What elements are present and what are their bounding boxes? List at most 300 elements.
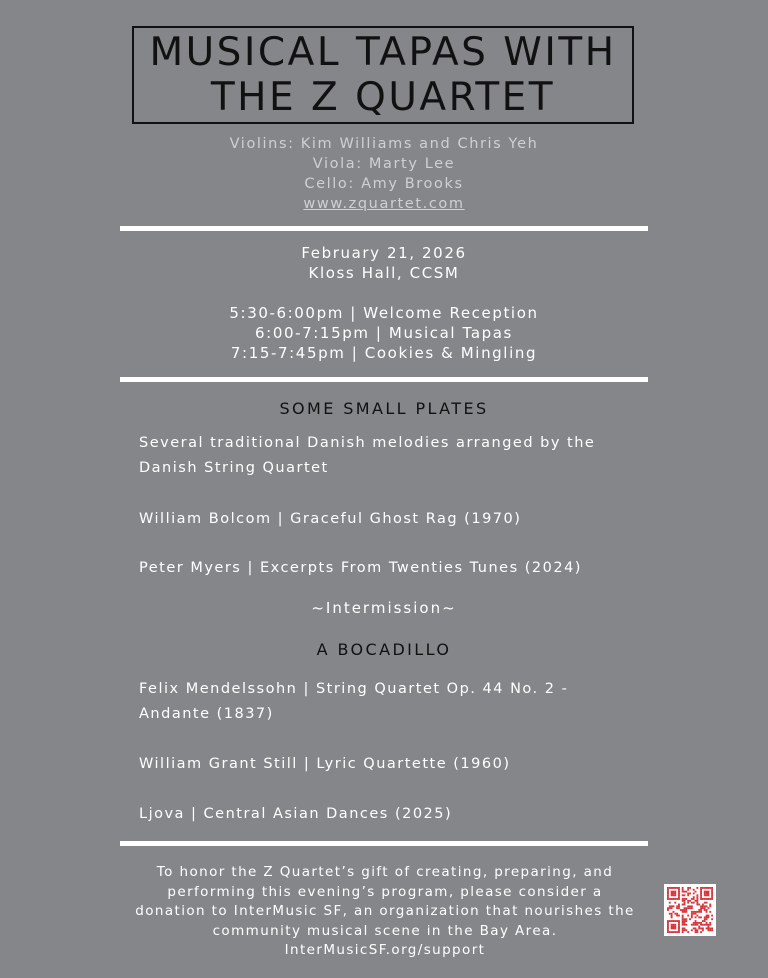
qr-module	[711, 898, 713, 900]
qr-module	[706, 924, 708, 926]
qr-module	[674, 902, 676, 904]
qr-module	[702, 905, 704, 907]
qr-module	[706, 905, 708, 907]
qr-module	[673, 891, 675, 893]
qr-module	[706, 887, 708, 889]
program-piece: William Grant Still | Lyric Quartette (1960)	[139, 756, 511, 772]
qr-module	[678, 891, 680, 893]
qr-module	[673, 920, 675, 922]
qr-module	[695, 927, 697, 929]
qr-module	[674, 893, 676, 895]
qr-module	[704, 891, 706, 893]
qr-module	[687, 931, 689, 933]
qr-module	[684, 894, 686, 896]
qr-module	[671, 926, 673, 928]
qr-module	[696, 931, 698, 933]
qr-module	[678, 887, 680, 889]
qr-module	[693, 927, 695, 929]
qr-module	[678, 920, 680, 922]
violins-credit: Violins: Kim Williams and Chris Yeh	[229, 136, 539, 152]
qr-module	[704, 887, 706, 889]
qr-module	[702, 927, 704, 929]
qr-module	[696, 902, 698, 904]
schedule-item: 6:00-7:15pm | Musical Tapas	[255, 324, 513, 342]
qr-module	[678, 926, 680, 928]
qr-module	[700, 922, 702, 924]
qr-module	[696, 922, 698, 924]
qr-module	[693, 898, 695, 900]
qr-module	[669, 931, 671, 933]
qr-module	[707, 916, 709, 918]
qr-module	[684, 918, 686, 920]
qr-module	[700, 889, 702, 891]
qr-module	[704, 893, 706, 895]
qr-module	[674, 931, 676, 933]
qr-module	[700, 927, 702, 929]
qr-module	[689, 893, 691, 895]
qr-module	[707, 891, 709, 893]
qr-module	[700, 911, 702, 913]
qr-module	[678, 905, 680, 907]
qr-module	[687, 889, 689, 891]
qr-module	[682, 931, 684, 933]
qr-module	[676, 920, 678, 922]
program-piece: William Bolcom | Graceful Ghost Rag (1970)	[139, 511, 522, 527]
qr-module	[696, 924, 698, 926]
website-link[interactable]: www.zquartet.com	[303, 196, 465, 212]
qr-module	[700, 907, 702, 909]
cello-credit: Cello: Amy Brooks	[304, 176, 464, 192]
qr-module	[667, 927, 669, 929]
qr-module	[687, 902, 689, 904]
qr-module	[693, 924, 695, 926]
qr-module	[700, 898, 702, 900]
qr-module	[674, 924, 676, 926]
qr-module	[667, 922, 669, 924]
qr-module	[700, 891, 702, 893]
qr-module	[667, 929, 669, 931]
qr-module	[678, 898, 680, 900]
qr-module	[678, 915, 680, 917]
qr-module	[704, 902, 706, 904]
qr-module	[689, 918, 691, 920]
qr-module	[682, 922, 684, 924]
qr-module	[673, 924, 675, 926]
qr-module	[682, 891, 684, 893]
qr-module	[698, 916, 700, 918]
qr-module	[700, 931, 702, 933]
qr-module	[682, 894, 684, 896]
qr-module	[696, 929, 698, 931]
qr-module	[684, 907, 686, 909]
viola-credit: Viola: Marty Lee	[312, 156, 456, 172]
qr-module	[695, 924, 697, 926]
qr-module	[676, 931, 678, 933]
event-info	[0, 243, 768, 283]
qr-module	[695, 929, 697, 931]
qr-module	[698, 911, 700, 913]
qr-module	[685, 911, 687, 913]
qr-code-graphic	[667, 887, 713, 933]
qr-module	[684, 900, 686, 902]
qr-module	[709, 911, 711, 913]
qr-module	[696, 900, 698, 902]
qr-module	[682, 924, 684, 926]
qr-module	[709, 905, 711, 907]
qr-module	[684, 924, 686, 926]
qr-module	[696, 911, 698, 913]
qr-module	[700, 894, 702, 896]
qr-module	[709, 904, 711, 906]
qr-module	[702, 887, 704, 889]
qr-module	[706, 915, 708, 917]
qr-module	[674, 926, 676, 928]
qr-module	[682, 927, 684, 929]
qr-module	[691, 929, 693, 931]
qr-module	[711, 929, 713, 931]
qr-module	[674, 913, 676, 915]
qr-module	[678, 924, 680, 926]
section-heading-bocadillo: A BOCADILLO	[316, 640, 452, 659]
qr-module	[678, 889, 680, 891]
qr-module	[684, 920, 686, 922]
qr-module	[691, 915, 693, 917]
qr-module	[691, 913, 693, 915]
qr-module	[695, 900, 697, 902]
qr-module	[696, 896, 698, 898]
qr-module	[704, 924, 706, 926]
qr-module	[682, 918, 684, 920]
qr-module	[707, 907, 709, 909]
qr-module	[673, 926, 675, 928]
qr-module	[674, 927, 676, 929]
qr-module	[678, 896, 680, 898]
qr-module	[671, 916, 673, 918]
qr-module	[667, 920, 669, 922]
qr-module	[711, 896, 713, 898]
qr-module	[707, 915, 709, 917]
qr-module	[674, 898, 676, 900]
qr-module	[695, 931, 697, 933]
title-line-1: MUSICAL TAPAS WITH	[149, 30, 617, 75]
qr-module	[684, 909, 686, 911]
qr-module	[689, 887, 691, 889]
qr-module	[669, 905, 671, 907]
qr-module	[671, 894, 673, 896]
title-line-2: THE Z QUARTET	[210, 75, 556, 120]
qr-module	[678, 904, 680, 906]
donation-appeal	[130, 863, 640, 961]
qr-module	[676, 915, 678, 917]
divider-3	[120, 841, 648, 846]
qr-module	[707, 898, 709, 900]
qr-module	[706, 918, 708, 920]
qr-module	[707, 893, 709, 895]
qr-module	[674, 887, 676, 889]
qr-module	[671, 905, 673, 907]
qr-module	[711, 894, 713, 896]
qr-module	[667, 889, 669, 891]
qr-module	[707, 924, 709, 926]
qr-module	[673, 927, 675, 929]
qr-module	[682, 920, 684, 922]
qr-module	[671, 931, 673, 933]
qr-module	[702, 898, 704, 900]
qr-module	[682, 916, 684, 918]
qr-module	[676, 907, 678, 909]
qr-module	[674, 891, 676, 893]
qr-module	[700, 905, 702, 907]
qr-module	[682, 889, 684, 891]
qr-module	[689, 905, 691, 907]
qr-module	[707, 887, 709, 889]
qr-module	[706, 893, 708, 895]
qr-module	[684, 898, 686, 900]
donation-link[interactable]: InterMusicSF.org/support	[284, 942, 486, 958]
schedule-item: 5:30-6:00pm | Welcome Reception	[229, 304, 539, 322]
qr-module	[704, 894, 706, 896]
qr-module	[667, 926, 669, 928]
qr-module	[667, 931, 669, 933]
qr-module	[711, 927, 713, 929]
qr-module	[689, 907, 691, 909]
qr-module	[704, 905, 706, 907]
qr-module	[673, 887, 675, 889]
qr-module	[704, 918, 706, 920]
qr-module	[685, 929, 687, 931]
qr-module	[673, 931, 675, 933]
schedule-item: 7:15-7:45pm | Cookies & Mingling	[230, 344, 538, 362]
qr-module	[674, 920, 676, 922]
qr-module	[669, 913, 671, 915]
intermission-label: ~Intermission~	[311, 599, 457, 617]
qr-module	[684, 929, 686, 931]
qr-module	[693, 889, 695, 891]
qr-module	[682, 900, 684, 902]
qr-module	[667, 887, 669, 889]
qr-module	[671, 927, 673, 929]
qr-module	[691, 916, 693, 918]
donation-text: To honor the Z Quartet’s gift of creating, preparing, and performing this evening’s program, please consider a donation to InterMusic SF, an organization that nourishes the community musical scene in the Bay Area.	[135, 864, 635, 939]
qr-module	[711, 918, 713, 920]
qr-module	[696, 894, 698, 896]
qr-module	[696, 898, 698, 900]
qr-module	[700, 924, 702, 926]
divider-1	[120, 226, 648, 231]
qr-module	[693, 893, 695, 895]
qr-module	[678, 893, 680, 895]
program-piece: Several traditional Danish melodies arranged by the Danish String Quartet	[139, 435, 596, 476]
qr-module	[704, 909, 706, 911]
title-box	[132, 26, 634, 124]
qr-module	[682, 887, 684, 889]
qr-module	[671, 915, 673, 917]
qr-module	[706, 922, 708, 924]
qr-module	[711, 893, 713, 895]
qr-module	[689, 900, 691, 902]
qr-module	[700, 896, 702, 898]
qr-module	[709, 924, 711, 926]
qr-module	[700, 909, 702, 911]
qr-module	[691, 905, 693, 907]
qr-module	[669, 907, 671, 909]
qr-module	[676, 887, 678, 889]
qr-module	[669, 887, 671, 889]
program-piece: Peter Myers | Excerpts From Twenties Tunes (2024)	[139, 560, 582, 576]
qr-module	[684, 904, 686, 906]
qr-module	[695, 922, 697, 924]
qr-module	[698, 922, 700, 924]
qr-module	[687, 900, 689, 902]
qr-module	[700, 887, 702, 889]
qr-module	[687, 915, 689, 917]
qr-module	[678, 931, 680, 933]
qr-module	[671, 920, 673, 922]
qr-module	[671, 913, 673, 915]
qr-module	[711, 889, 713, 891]
qr-module	[706, 909, 708, 911]
qr-module	[685, 924, 687, 926]
qr-module	[696, 915, 698, 917]
qr-module	[709, 898, 711, 900]
qr-module	[691, 902, 693, 904]
qr-module	[685, 909, 687, 911]
qr-module	[691, 898, 693, 900]
qr-module	[702, 920, 704, 922]
qr-module	[706, 916, 708, 918]
qr-module	[682, 904, 684, 906]
qr-module	[673, 905, 675, 907]
qr-module	[706, 902, 708, 904]
qr-module	[685, 918, 687, 920]
qr-module	[673, 894, 675, 896]
qr-module	[702, 907, 704, 909]
qr-module	[691, 911, 693, 913]
qr-module	[691, 907, 693, 909]
qr-module	[707, 894, 709, 896]
qr-module	[696, 887, 698, 889]
qr-module	[695, 911, 697, 913]
qr-module	[673, 893, 675, 895]
section-heading-small-plates: SOME SMALL PLATES	[279, 399, 489, 418]
qr-module	[685, 898, 687, 900]
qr-module	[678, 894, 680, 896]
qr-module	[667, 896, 669, 898]
qr-module	[669, 920, 671, 922]
qr-module	[695, 920, 697, 922]
qr-code-icon[interactable]	[664, 884, 716, 936]
qr-module	[667, 898, 669, 900]
qr-module	[698, 926, 700, 928]
qr-module	[711, 887, 713, 889]
qr-module	[678, 907, 680, 909]
qr-module	[695, 916, 697, 918]
qr-module	[698, 927, 700, 929]
qr-module	[700, 893, 702, 895]
qr-module	[698, 904, 700, 906]
divider-2	[120, 377, 648, 382]
qr-module	[693, 902, 695, 904]
qr-module	[709, 887, 711, 889]
qr-module	[682, 898, 684, 900]
qr-module	[682, 909, 684, 911]
qr-module	[707, 929, 709, 931]
qr-module	[687, 905, 689, 907]
qr-module	[671, 907, 673, 909]
qr-module	[671, 924, 673, 926]
qr-module	[698, 909, 700, 911]
qr-module	[706, 927, 708, 929]
qr-module	[706, 891, 708, 893]
qr-module	[687, 893, 689, 895]
qr-module	[671, 898, 673, 900]
qr-module	[693, 913, 695, 915]
qr-module	[693, 922, 695, 924]
qr-module	[667, 894, 669, 896]
program-piece: Ljova | Central Asian Dances (2025)	[139, 806, 453, 822]
qr-module	[684, 927, 686, 929]
qr-module	[678, 922, 680, 924]
qr-module	[682, 915, 684, 917]
qr-module	[687, 907, 689, 909]
qr-module	[667, 924, 669, 926]
event-date: February 21, 2026	[301, 244, 467, 262]
qr-module	[709, 927, 711, 929]
qr-module	[693, 911, 695, 913]
qr-module	[706, 894, 708, 896]
qr-module	[667, 891, 669, 893]
qr-module	[704, 920, 706, 922]
qr-module	[707, 926, 709, 928]
qr-module	[684, 911, 686, 913]
qr-module	[687, 894, 689, 896]
qr-module	[667, 893, 669, 895]
qr-module	[711, 891, 713, 893]
qr-module	[667, 909, 669, 911]
qr-module	[673, 898, 675, 900]
qr-module	[707, 927, 709, 929]
qr-module	[676, 905, 678, 907]
qr-module	[709, 922, 711, 924]
credits	[0, 134, 768, 214]
qr-module	[695, 891, 697, 893]
qr-module	[671, 893, 673, 895]
qr-module	[704, 898, 706, 900]
qr-module	[669, 902, 671, 904]
qr-module	[693, 896, 695, 898]
qr-module	[702, 904, 704, 906]
qr-module	[676, 913, 678, 915]
qr-module	[685, 920, 687, 922]
qr-module	[678, 927, 680, 929]
qr-module	[687, 887, 689, 889]
qr-module	[700, 916, 702, 918]
qr-module	[673, 911, 675, 913]
qr-module	[667, 907, 669, 909]
qr-module	[671, 887, 673, 889]
qr-module	[711, 915, 713, 917]
qr-module	[706, 898, 708, 900]
qr-module	[678, 929, 680, 931]
qr-module	[704, 907, 706, 909]
qr-module	[684, 902, 686, 904]
qr-module	[704, 916, 706, 918]
qr-module	[709, 929, 711, 931]
qr-module	[695, 913, 697, 915]
event-venue: Kloss Hall, CCSM	[308, 264, 460, 282]
qr-module	[676, 898, 678, 900]
qr-module	[702, 924, 704, 926]
